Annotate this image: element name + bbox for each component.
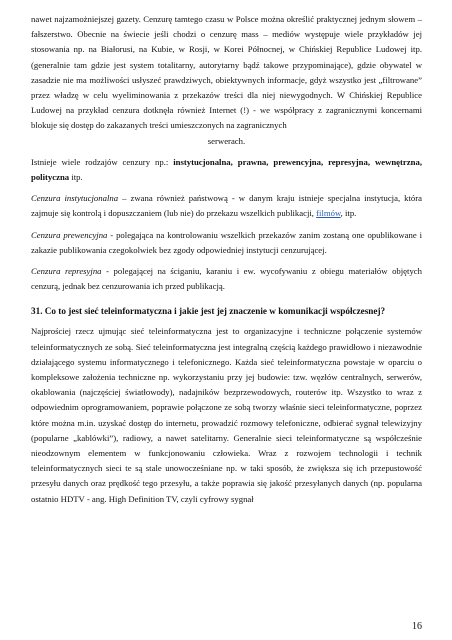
term-institutional: Cenzura instytucjonalna [31,193,119,204]
paragraph-text: nawet najzamożniejszej gazety. Cenzurę tamtego czasu w Polsce można określić praktycznej jednym słowem – fałszerstwo. Obecnie na świecie jeśli chodzi o cenzurę mass – mediów występuje wiele przykładów jej stosowania np. na Białorusi, na Kubie, w Rosji, w Korei Północnej, w Chińskiej Republice Ludowej itp. (generalnie tam gdzie jest system totalitarny, autorytarny bądź takowe przypominające), gdzie obywatel w zasadzie nie ma możliwości usłyszeć prawdziwych, obiektywnych informacje, gdyż wszystko jest „filtrowane” przez władzę w celu wyeliminowania z przekazów treści dla niej niewygodnych. W Chińskiej Republice Ludowej na przykład cenzura dotknęła również Internet (!) - we współpracy z zagranicznymi koncernami blokuje się dostęp do zakazanych treści umieszczonych na zagranicznych [31,14,422,131]
text-etc: itp. [69,172,83,183]
paragraph-text: Najprościej rzecz ujmując sieć teleinformatyczna jest to organizacyjne i techniczne połączenie systemów teleinformatycznych ze sobą. Sieć teleinformatyczna jest integralną częścią każdego prawidłowo i niezawodnie działającego systemu informatycznego i telefonicznego. Każda sieć teleinformatyczna powstaje w oparciu o kompleksowe założenia techniczne np. wykorzystaniu przy jej budowie: tzw. węzłów centralnych, serwerów, okablowania (najczęściej światłowody), nadajników bezprzewodowych, routerów itp. Wszystko to wraz z odpowiednim oprogramowaniem, poprawie połączone ze sobą tworzy właśnie sieci teleinformatyczne, poprzez które można m.in. uzyskać dostęp do internetu, prowadzić rozmowy telefoniczne, odbierać sygnał telewizyjny (popularne „kablówki”), radiowy, a nawet satelitarny. Generalnie sieci teleinformatyczne są współcześnie nieodzownym elementem w funkcjonowaniu człowieka. Wraz z rozwojem technologii i technik teleinformatycznych sieci te są stale unowocześniane np. w taki sposób, że zwiększa się ich przepustowość przesyłu danych oraz prędkość tego przesyłu, a także poprawia się jakość przesyłanych danych (np. popularna ostatnio HDTV - ang. High Definition TV, czyli cyfrowy sygnał [31,326,422,504]
paragraph-last-line: serwerach. [207,135,246,146]
paragraph-network [31,324,422,506]
text-intro: Istnieje wiele rodzajów cenzury np.: [31,156,174,167]
paragraph-censorship-types [31,155,422,185]
definition-text: - polegająca na kontrolowaniu wszelkich przekazów zanim zostaną one opublikowane i zakazie publikowania czegokolwiek bez zgody odpowiedniej instytucji cenzurującej. [31,229,422,255]
text-types-bold: instytucjonalna, prawna, prewencyjna, represyjna, wewnętrzna, polityczna [31,156,422,183]
term-repressive: Cenzura represyjna [31,266,102,277]
paragraph-institutional [31,191,422,221]
paragraph-preventive [31,228,422,258]
section-heading: 31. Co to jest sieć teleinformatyczna i jakie jest jej znaczenie w komunikacji współczesnej? [31,306,386,317]
link-filmow[interactable]: filmów [316,208,341,219]
term-preventive: Cenzura prewencyjna [31,229,108,240]
page-content [31,12,422,507]
paragraph-repressive [31,264,422,294]
definition-text: - polegającej na ściganiu, karaniu i ew. wycofywaniu z obiegu materiałów objętych cenzurą, jednak bez cenzurowania ich przed publikacją. [31,266,422,292]
definition-text: – zwana również państwową - w danym kraju istnieje specjalna instytucja, która zajmuje się kontrolą i dopuszczaniem (lub nie) do przekazu wszelkich publikacji, [31,193,423,219]
paragraph-censorship-history [31,12,422,134]
page-number: 16 [412,621,422,632]
definition-end: , itp. [340,208,357,219]
